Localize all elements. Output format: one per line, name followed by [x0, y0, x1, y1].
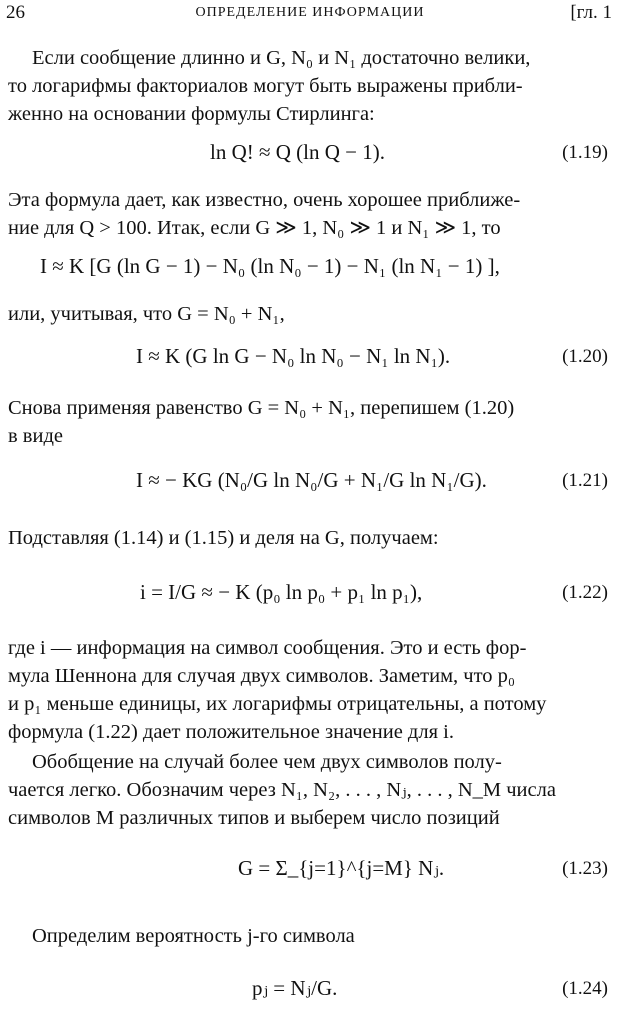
equation-number: (1.19): [562, 142, 608, 163]
text-line: символов M различных типов и выберем число позиций: [8, 807, 500, 829]
equation-number: (1.21): [562, 470, 608, 491]
text-line: то логарифмы факториалов могут быть выражены прибли-: [8, 75, 523, 97]
equation-formula: i = I/G ≈ − K (p₀ ln p₀ + p₁ ln p₁),: [140, 580, 423, 604]
equation-unnumbered: [0, 254, 620, 286]
equation-1-21: [0, 460, 620, 510]
text-line: в виде: [8, 425, 63, 447]
text-line: Определим вероятность j-го символа: [32, 925, 355, 947]
equation-formula: pⱼ = Nⱼ/G.: [252, 976, 338, 1000]
text-line: где i — информация на символ сообщения. Это и есть фор-: [8, 637, 527, 659]
text-line: и p₁ меньше единицы, их логарифмы отрицательны, а потому: [8, 693, 547, 715]
text-line: Обобщение на случай более чем двух символов полу-: [32, 751, 502, 773]
text-line: чается легко. Обозначим через N₁, N₂, . . . , Nⱼ, . . . , N_M числа: [8, 779, 556, 801]
paragraph-rewrite: [8, 394, 614, 450]
equation-1-23: [0, 836, 620, 906]
equation-number: (1.23): [562, 858, 608, 879]
equation-number: (1.24): [562, 978, 608, 999]
equation-formula: G = Σ_{j=1}^{j=M} Nⱼ.: [238, 856, 445, 880]
page-number: 26: [6, 2, 25, 23]
text-line: Подставляя (1.14) и (1.15) и деля на G, получаем:: [8, 527, 439, 549]
equation-1-24: [0, 970, 620, 1010]
paragraph-substitution: [8, 300, 614, 328]
equation-1-22: [0, 574, 620, 618]
text-line: женно на основании формулы Стирлинга:: [8, 103, 375, 125]
paragraph-generalization: [8, 748, 614, 832]
text-line: Эта формула дает, как известно, очень хорошее приближе-: [8, 189, 521, 211]
paragraph-divide: [8, 524, 614, 552]
equation-formula: ln Q! ≈ Q (ln Q − 1).: [210, 140, 386, 164]
text-line: или, учитывая, что G = N₀ + N₁,: [8, 303, 285, 325]
text-line: Снова применяя равенство G = N₀ + N₁, перепишем (1.20): [8, 397, 515, 419]
running-header: [6, 2, 614, 30]
equation-number: (1.22): [562, 582, 608, 603]
paragraph-probability: [8, 922, 614, 950]
text-line: Если сообщение длинно и G, N₀ и N₁ достаточно велики,: [32, 47, 531, 69]
text-line: ние для Q > 100. Итак, если G ≫ 1, N₀ ≫ 1 и N₁ ≫ 1, то: [8, 217, 501, 239]
paragraph-approximation: [8, 186, 614, 242]
equation-1-19: [0, 140, 620, 172]
paragraph-stirling-intro: [8, 44, 614, 128]
paragraph-shannon: [8, 634, 614, 746]
chapter-marker: [гл. 1: [570, 2, 612, 23]
equation-formula: I ≈ K (G ln G − N₀ ln N₀ − N₁ ln N₁).: [136, 344, 451, 368]
text-line: мула Шеннона для случая двух символов. Заметим, что p₀: [8, 665, 516, 687]
equation-number: (1.20): [562, 346, 608, 367]
equation-1-20: [0, 344, 620, 376]
text-line: формула (1.22) дает положительное значение для i.: [8, 721, 454, 743]
equation-formula: I ≈ − KG (N₀/G ln N₀/G + N₁/G ln N₁/G).: [136, 468, 487, 492]
equation-formula: I ≈ K [G (ln G − 1) − N₀ (ln N₀ − 1) − N₁ (ln N₁ − 1) ],: [40, 254, 500, 278]
running-title: ОПРЕДЕЛЕНИЕ ИНФОРМАЦИИ: [195, 5, 425, 20]
